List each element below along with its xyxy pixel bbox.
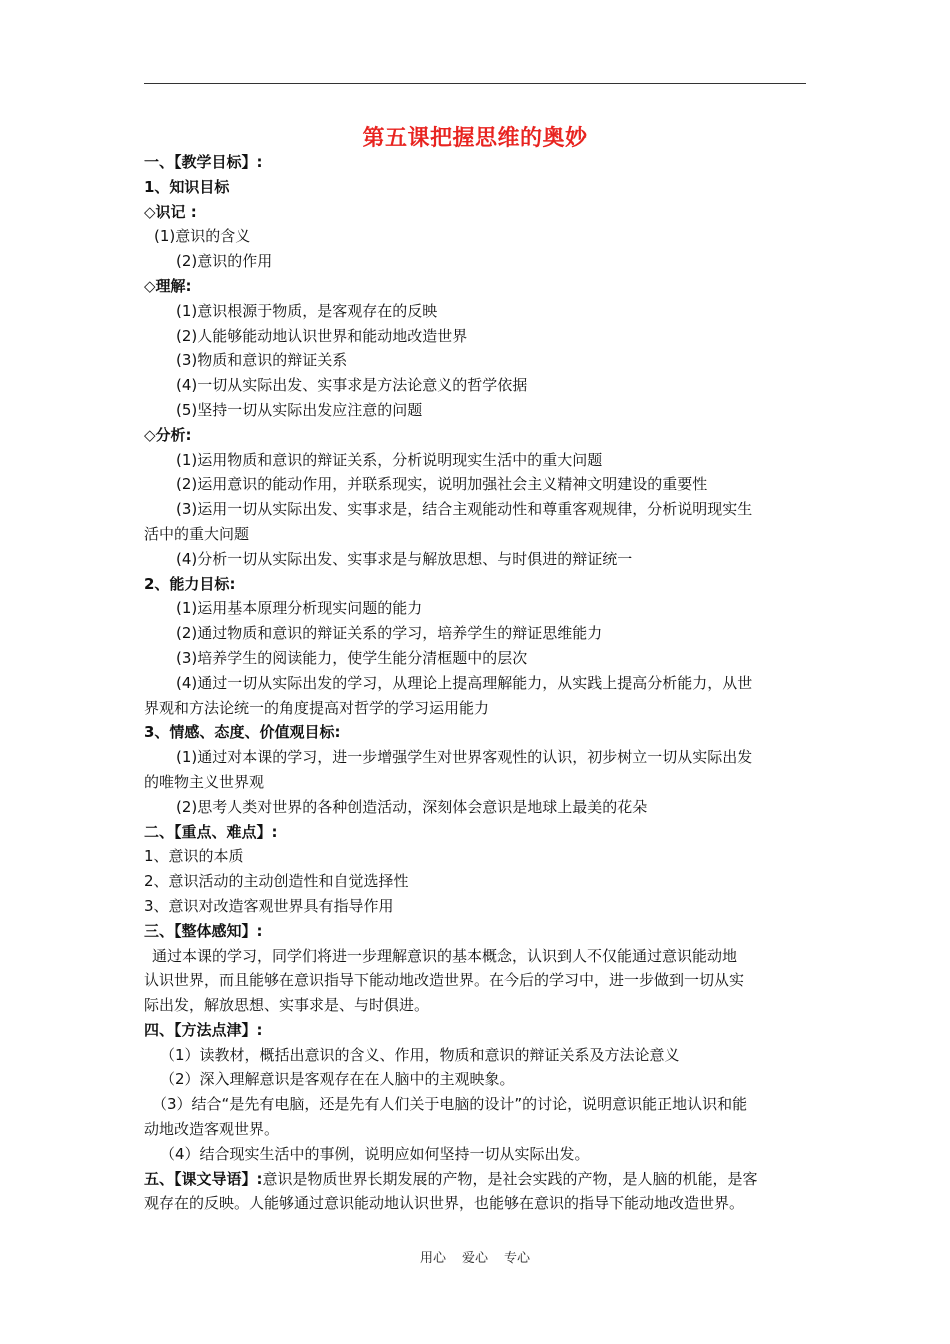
list-item: (2)思考人类对世界的各种创造活动，深刻体会意识是地球上最美的花朵 xyxy=(176,797,648,816)
paragraph-line: 观存在的反映。人能够通过意识能动地认识世界，也能够在意识的指导下能动地改造世界。 xyxy=(144,1194,745,1213)
section-heading-objectives: 一、【教学目标】: xyxy=(144,153,263,171)
paragraph-line: 认识世界，而且能够在意识指导下能动地改造世界。在今后的学习中，进一步做到一切从实 xyxy=(144,971,745,990)
list-item: (1)意识根源于物质，是客观存在的反映 xyxy=(176,301,438,320)
list-item: （1）读教材，概括出意识的含义、作用，物质和意识的辩证关系及方法论意义 xyxy=(160,1045,680,1064)
understand-heading: ◇理解: xyxy=(144,276,192,295)
list-item: 1、意识的本质 xyxy=(144,847,244,866)
paragraph-line: 际出发，解放思想、实事求是、与时俱进。 xyxy=(144,996,430,1015)
footer-word: 用心 xyxy=(419,1251,446,1266)
list-item-continuation: 的唯物主义世界观 xyxy=(144,772,265,791)
list-item: (2)意识的作用 xyxy=(176,252,273,271)
section-heading-overview: 三、【整体感知】: xyxy=(144,921,263,940)
list-item: (3)培养学生的阅读能力，使学生能分清框题中的层次 xyxy=(176,648,528,667)
section-heading-keypoints: 二、【重点、难点】: xyxy=(144,822,278,841)
list-item: (2)运用意识的能动作用，并联系现实，说明加强社会主义精神文明建设的重要性 xyxy=(176,475,708,494)
list-item: (5)坚持一切从实际出发应注意的问题 xyxy=(176,400,423,419)
paragraph-line: 意识是物质世界长期发展的产物，是社会实践的产物，是人脑的机能，是客 xyxy=(262,1169,758,1188)
knowledge-goal-heading: 1、知识目标 xyxy=(144,177,230,196)
list-item: (1)运用物质和意识的辩证关系，分析说明现实生活中的重大问题 xyxy=(176,450,603,469)
list-item: (3)物质和意识的辩证关系 xyxy=(176,351,348,370)
section-heading-intro: 五、【课文导语】: xyxy=(144,1169,263,1188)
list-item: (1)运用基本原理分析现实问题的能力 xyxy=(176,599,423,618)
document-body xyxy=(144,150,808,1216)
analyze-heading: ◇分析: xyxy=(144,425,192,444)
footer-word: 爱心 xyxy=(461,1251,488,1266)
section-heading-methods: 四、【方法点津】: xyxy=(144,1020,263,1039)
memorize-heading: ◇识记 : xyxy=(144,202,197,221)
paragraph-line: 通过本课的学习，同学们将进一步理解意识的基本概念，认识到人不仅能通过意识能动地 xyxy=(152,946,738,965)
list-item: (3)运用一切从实际出发、实事求是，结合主观能动性和尊重客观规律，分析说明现实生 xyxy=(176,500,753,519)
list-item: (4)通过一切从实际出发的学习，从理论上提高理解能力，从实践上提高分析能力，从世 xyxy=(176,673,753,692)
list-item-continuation: 界观和方法论统一的角度提高对哲学的学习运用能力 xyxy=(144,698,490,717)
list-item: 2、意识活动的主动创造性和自觉选择性 xyxy=(144,872,409,891)
header-rule xyxy=(144,83,806,84)
page-footer xyxy=(0,1247,950,1266)
list-item: (1)通过对本课的学习，进一步增强学生对世界客观性的认识，初步树立一切从实际出发 xyxy=(176,748,753,767)
list-item: (2)通过物质和意识的辩证关系的学习，培养学生的辩证思维能力 xyxy=(176,624,603,643)
footer-word: 专心 xyxy=(504,1251,531,1266)
list-item: (4)分析一切从实际出发、实事求是与解放思想、与时俱进的辩证统一 xyxy=(176,549,633,568)
list-item: （2）深入理解意识是客观存在在人脑中的主观映象。 xyxy=(160,1070,515,1089)
list-item: 3、意识对改造客观世界具有指导作用 xyxy=(144,896,394,915)
list-item: (4)一切从实际出发、实事求是方法论意义的哲学依据 xyxy=(176,376,528,395)
list-item: (1)意识的含义 xyxy=(154,227,251,246)
section-intro-paragraph xyxy=(144,1167,808,1192)
list-item: （3）结合“是先有电脑，还是先有人们关于电脑的设计”的讨论，说明意识能正地认识和能 xyxy=(152,1095,748,1114)
page-title: 第五课把握思维的奥妙 xyxy=(362,126,588,151)
ability-goal-heading: 2、能力目标: xyxy=(144,574,236,593)
list-item: (2)人能够能动地认识世界和能动地改造世界 xyxy=(176,326,468,345)
list-item-continuation: 活中的重大问题 xyxy=(144,524,250,543)
emotion-goal-heading: 3、情感、态度、价值观目标: xyxy=(144,723,341,742)
list-item: （4）结合现实生活中的事例，说明应如何坚持一切从实际出发。 xyxy=(160,1144,590,1163)
list-item-continuation: 动地改造客观世界。 xyxy=(144,1120,280,1139)
